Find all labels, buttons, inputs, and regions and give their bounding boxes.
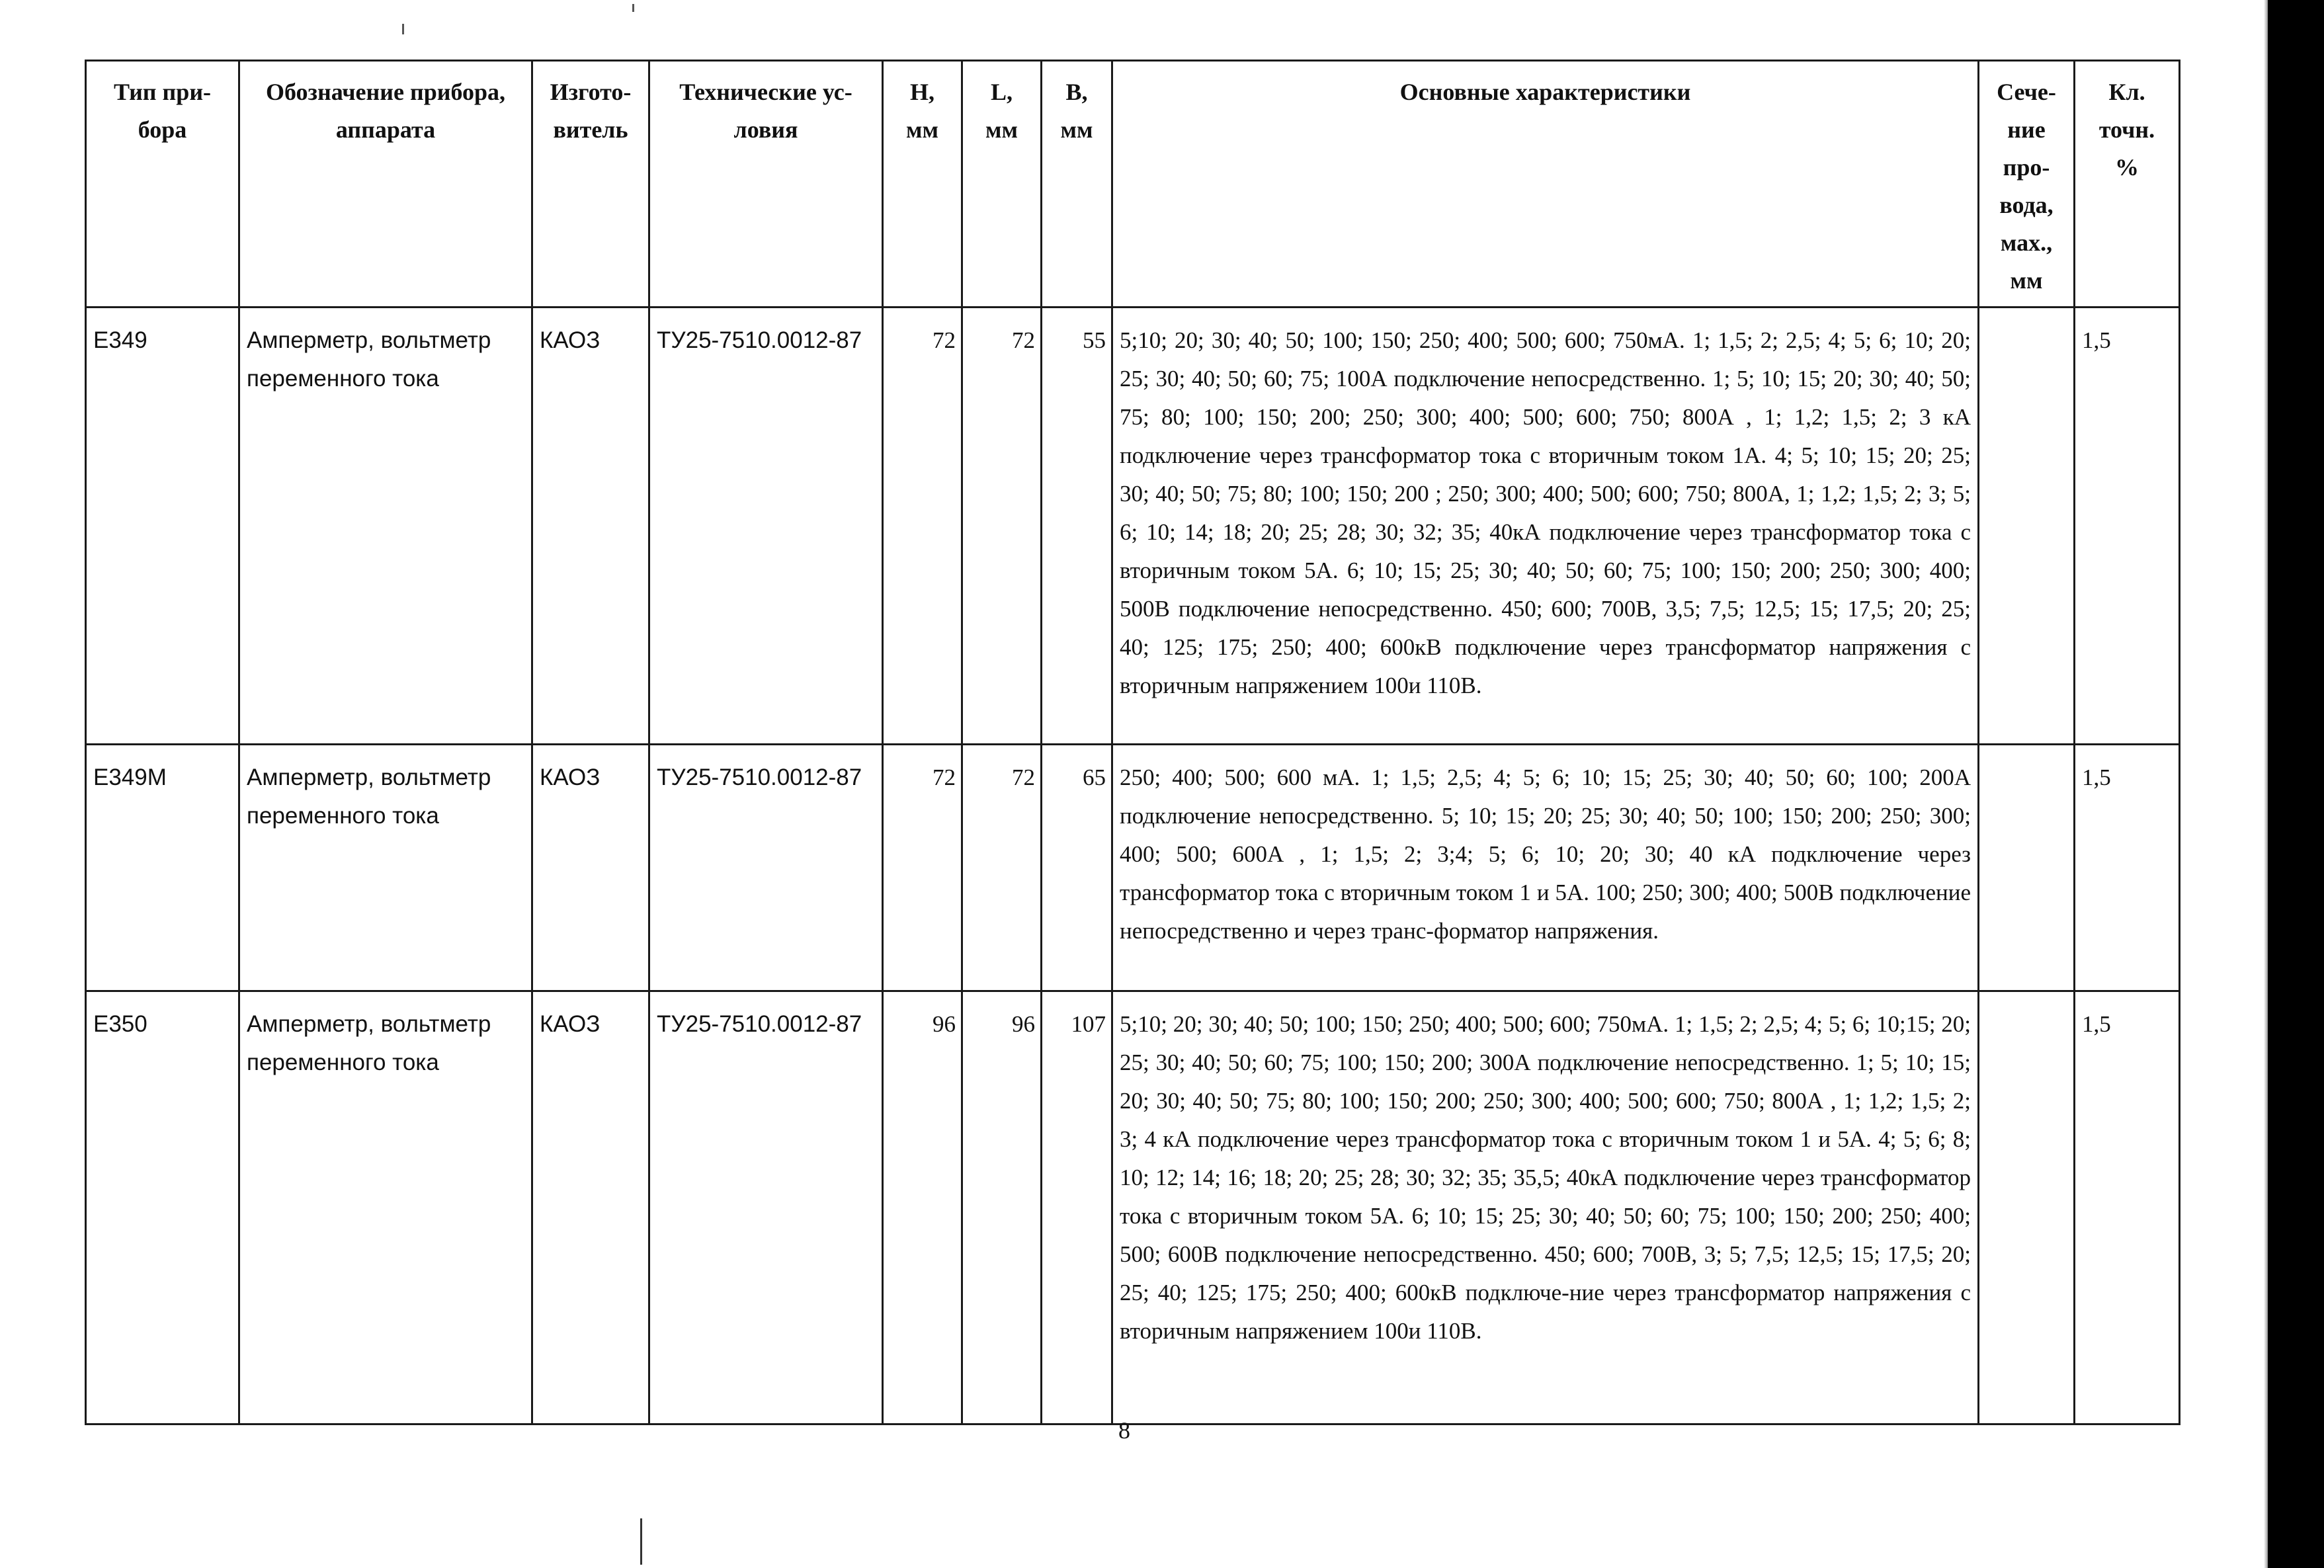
cell-main-characteristics: 5;10; 20; 30; 40; 50; 100; 150; 250; 400; 500; 600; 750мА. 1; 1,5; 2; 2,5; 4; 5; 6; 10; 20; 25; 30; 40; 50; 60; 75; 100А подключение непосредственно. 1; 5; 10; 15; 20; 30; 40; 50; 75; 80; 100; 150; 200; 250; 300; 400; 500; 600; 750; 800А , 1; 1,2; 1,5; 2; 3 кА подключение через трансформатор тока с вторичным током 1А. 4; 5; 10; 15; 20; 25; 30; 40; 50; 75; 80; 100; 150; 200 ; 250; 300; 400; 500; 600; 750; 800А, 1; 1,2; 1,5; 2; 3; 5; 6; 10; 14; 18; 20; 25; 28; 30; 32; 35; 40кА подключение через трансформатор тока с вторичным током 5А. 6; 10; 15; 25; 30; 40; 50; 60; 75; 100; 150; 200; 250; 300; 400; 500В подключение непосредственно. 450; 600; 700В, 3,5; 7,5; 12,5; 15; 17,5; 20; 25; 40; 125; 175; 250; 400; 600кВ подключение через трансформатор напряжения с вторичным напряжением 100и 110В. [1112, 308, 1979, 745]
cell-designation: Амперметр, вольтметр переменного тока [239, 308, 532, 745]
cell-manufacturer: КАОЗ [532, 745, 649, 991]
cell-wire-section [1979, 308, 2075, 745]
cell-device-type: Е350 [86, 991, 239, 1424]
cell-tech-conditions: ТУ25-7510.0012-87 [649, 745, 883, 991]
cell-accuracy-class: 1,5 [2075, 991, 2180, 1424]
cell-length: 72 [962, 745, 1042, 991]
table-header-row [86, 61, 2180, 308]
cell-main-characteristics: 250; 400; 500; 600 мА. 1; 1,5; 2,5; 4; 5; 6; 10; 15; 25; 30; 40; 50; 60; 100; 200А подключение непосредственно. 5; 10; 15; 20; 25; 30; 40; 50; 100; 150; 200; 250; 300; 400; 500; 600А , 1; 1,5; 2; 3;4; 5; 6; 10; 20; 30; 40 кА подключение через трансформатор тока с вторичным током 1 и 5А. 100; 250; 300; 400; 500В подключение непосредственно и через транс-форматор напряжения. [1112, 745, 1979, 991]
header-accuracy-class: Кл. точн. % [2075, 61, 2180, 308]
cell-width: 65 [1042, 745, 1112, 991]
scan-speck [632, 4, 634, 12]
cell-wire-section [1979, 991, 2075, 1424]
cell-tech-conditions: ТУ25-7510.0012-87 [649, 308, 883, 745]
cell-width: 55 [1042, 308, 1112, 745]
table-row [86, 308, 2180, 745]
header-main-characteristics: Основные характеристики [1112, 61, 1979, 308]
scan-border [2268, 0, 2324, 1568]
header-height: Н, мм [883, 61, 962, 308]
header-wire-section: Сече- ние про- вода, мах., мм [1979, 61, 2075, 308]
scan-speck [402, 24, 404, 34]
cell-manufacturer: КАОЗ [532, 991, 649, 1424]
cell-designation: Амперметр, вольтметр переменного тока [239, 745, 532, 991]
cell-height: 72 [883, 308, 962, 745]
cell-designation: Амперметр, вольтметр переменного тока [239, 991, 532, 1424]
header-designation: Обозначение прибора, аппарата [239, 61, 532, 308]
page-number: 8 [1118, 1417, 1130, 1444]
header-manufacturer: Изгото- витель [532, 61, 649, 308]
device-spec-table [85, 60, 2180, 1425]
cell-accuracy-class: 1,5 [2075, 308, 2180, 745]
cell-device-type: Е349М [86, 745, 239, 991]
cell-height: 96 [883, 991, 962, 1424]
header-tech-conditions: Технические ус- ловия [649, 61, 883, 308]
cell-tech-conditions: ТУ25-7510.0012-87 [649, 991, 883, 1424]
scan-mark [640, 1518, 642, 1565]
header-device-type: Тип при- бора [86, 61, 239, 308]
cell-length: 72 [962, 308, 1042, 745]
cell-main-characteristics: 5;10; 20; 30; 40; 50; 100; 150; 250; 400; 500; 600; 750мА. 1; 1,5; 2; 2,5; 4; 5; 6; 10;15; 20; 25; 30; 40; 50; 60; 75; 100; 150; 200; 300А подключение непосредственно. 1; 5; 10; 15; 20; 30; 40; 50; 75; 80; 100; 150; 200; 250; 300; 400; 500; 600; 750; 800А , 1; 1,2; 1,5; 2; 3; 4 кА подключение через трансформатор тока с вторичным током 1 и 5А. 4; 5; 6; 8; 10; 12; 14; 16; 18; 20; 25; 28; 30; 32; 35; 35,5; 40кА подключение через трансформатор тока с вторичным током 5А. 6; 10; 15; 25; 30; 40; 50; 60; 75; 100; 150; 200; 250; 400; 500; 600В подключение непосредственно. 450; 600; 700В, 3; 5; 7,5; 12,5; 15; 17,5; 20; 25; 40; 125; 175; 250; 400; 600кВ подключе-ние через трансформатор напряжения с вторичным напряжением 100и 110В. [1112, 991, 1979, 1424]
cell-height: 72 [883, 745, 962, 991]
cell-wire-section [1979, 745, 2075, 991]
table-row [86, 991, 2180, 1424]
table-row [86, 745, 2180, 991]
cell-length: 96 [962, 991, 1042, 1424]
cell-accuracy-class: 1,5 [2075, 745, 2180, 991]
cell-device-type: Е349 [86, 308, 239, 745]
header-width: В, мм [1042, 61, 1112, 308]
cell-manufacturer: КАОЗ [532, 308, 649, 745]
header-length: L, мм [962, 61, 1042, 308]
cell-width: 107 [1042, 991, 1112, 1424]
